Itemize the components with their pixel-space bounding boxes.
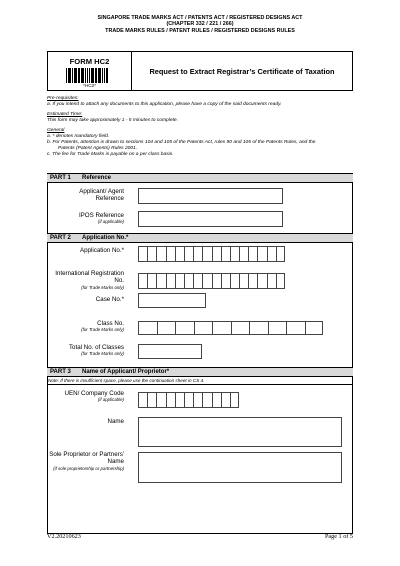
part3-bar <box>47 367 353 377</box>
prereq-a: a. If you intend to attach any documents to this application, please have a copy of the said documents ready. <box>47 101 282 107</box>
ipos-ref-sub: (if applicable) <box>97 219 124 225</box>
uen-cells[interactable] <box>138 392 239 408</box>
page-number: Page 1 of 5 <box>324 533 353 540</box>
part3-number: PART 3 <box>50 369 71 375</box>
class-no-label-block <box>54 320 124 333</box>
uen-label-block <box>44 390 124 403</box>
part2-bar <box>47 233 353 243</box>
class-no-cells[interactable] <box>138 321 323 335</box>
barcode-icon <box>66 68 114 83</box>
form-version: V2.20210623 <box>47 533 81 540</box>
header-chapters: (CHAPTER 332 / 221 / 266) <box>166 21 234 28</box>
part3-note-divider <box>47 384 353 385</box>
class-no-label: Class No. <box>97 320 124 327</box>
sole-label-block <box>44 451 124 471</box>
general-b-line1: b. For Patents, attention is drawn to sections 104 and 105 of the Patents Act, rules 90 and 105 of the Patents Rules, and the <box>47 139 316 145</box>
applicant-name-input[interactable] <box>138 417 342 447</box>
case-no-label: Case No.* <box>95 296 124 303</box>
general-a: a. * denotes mandatory field. <box>47 133 110 139</box>
sole-proprietor-input[interactable] <box>138 452 342 483</box>
header-acts: SINGAPORE TRADE MARKS ACT / PATENTS ACT / REGISTERED DESIGNS ACT <box>97 15 303 21</box>
time-heading: Estimated Time: <box>47 112 83 117</box>
agent-ref-label: Applicant/ Agent Reference <box>79 188 124 203</box>
part2-number: PART 2 <box>50 235 71 241</box>
part3-name: Name of Applicant/ Proprietor* <box>82 369 170 375</box>
header-rules: TRADE MARKS RULES / PATENT RULES / REGISTERED DESIGNS RULES <box>105 27 295 34</box>
intl-reg-label-block <box>44 270 124 290</box>
total-classes-label-block <box>44 344 124 357</box>
general-b-line2: Patents (Patent Agents) Rules 2001. <box>58 145 138 151</box>
sole-sub: (if sole proprietorship or partnership) <box>53 465 124 471</box>
part3-note: Note: If there is insufficient space, please use the continuation sheet in CS 4. <box>48 378 205 383</box>
form-code: FORM HC2 <box>69 57 110 66</box>
part1-bar <box>47 173 353 183</box>
form-title: Request to Extract Registrar’s Certificate of Taxation <box>132 51 353 91</box>
intl-reg-cells[interactable] <box>138 273 285 289</box>
barcode-text: *HC2* <box>83 83 96 88</box>
document-header <box>0 15 400 34</box>
part2-name: Application No.* <box>82 235 129 241</box>
sole-label: Sole Proprietor or Partners' Name <box>49 451 124 466</box>
total-classes-input[interactable] <box>138 344 202 359</box>
case-no-input[interactable] <box>138 293 206 308</box>
part1-number: PART 1 <box>50 175 71 181</box>
total-classes-label: Total No. of Classes <box>68 344 124 351</box>
prereq-heading: Pre-requisites: <box>47 96 79 101</box>
total-classes-sub: (for Trade Marks only) <box>81 351 124 357</box>
form-code-box <box>47 51 132 91</box>
intl-reg-label: International Registration No. <box>55 270 124 285</box>
app-no-label: Application No.* <box>79 247 124 254</box>
intl-reg-sub: (for Trade Marks only) <box>81 284 124 290</box>
applicant-name-label: Name <box>107 418 124 425</box>
ipos-ref-label-block <box>54 212 124 225</box>
part1-name: Reference <box>82 175 112 181</box>
class-no-sub: (for Trade Marks only) <box>81 327 124 333</box>
agent-ref-input[interactable] <box>138 188 283 204</box>
ipos-ref-label: IPOS Reference <box>78 212 124 219</box>
time-text: This form may take approximately 1 - 5 minutes to complete. <box>47 117 179 123</box>
uen-label: UEN/ Company Code <box>64 390 124 397</box>
ipos-ref-input[interactable] <box>138 211 283 227</box>
general-c: c. The fee for Trade Marks is payable on a per class basis. <box>47 151 174 157</box>
app-no-cells[interactable] <box>138 246 285 262</box>
general-heading: General <box>47 128 65 133</box>
uen-sub: (if applicable) <box>97 397 124 403</box>
